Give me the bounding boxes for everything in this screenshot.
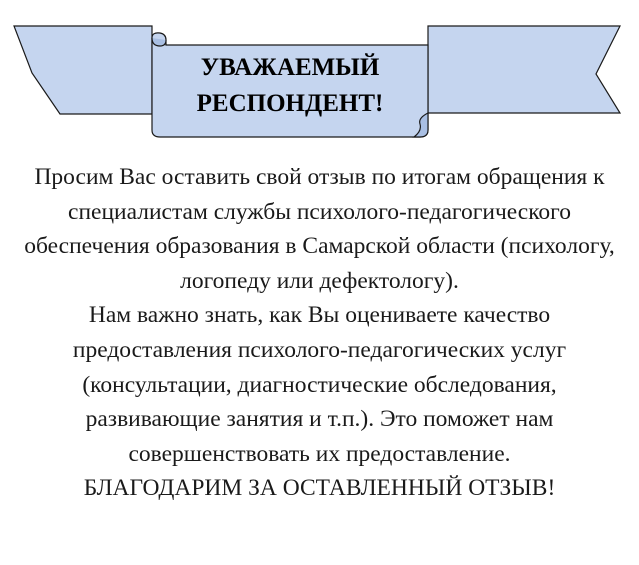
- banner-title-line-1: УВАЖАЕМЫЙ: [200, 54, 380, 81]
- message-paragraph-2: Нам важно знать, как Вы оцениваете качество предоставления психолого-педагогических услуг (консультации, диагностические обследования, развивающие занятия и т.п.). Это поможет нам совершенствовать их предоставление.: [72, 302, 567, 467]
- banner-title: [150, 50, 430, 122]
- message-body: [22, 160, 617, 506]
- message-closing: БЛАГОДАРИМ ЗА ОСТАВЛЕННЫЙ ОТЗЫВ!: [83, 475, 556, 502]
- ribbon-right-tail: [428, 26, 620, 113]
- banner-title-line-2: РЕСПОНДЕНТ!: [196, 90, 384, 117]
- scroll-banner: [0, 0, 639, 150]
- message-paragraph-1: Просим Вас оставить свой отзыв по итогам обращения к специалистам службы психолого-педагогического обеспечения образования в Самарской области (психологу, логопеду или дефектологу).: [24, 164, 615, 294]
- ribbon-left-tail: [14, 26, 152, 114]
